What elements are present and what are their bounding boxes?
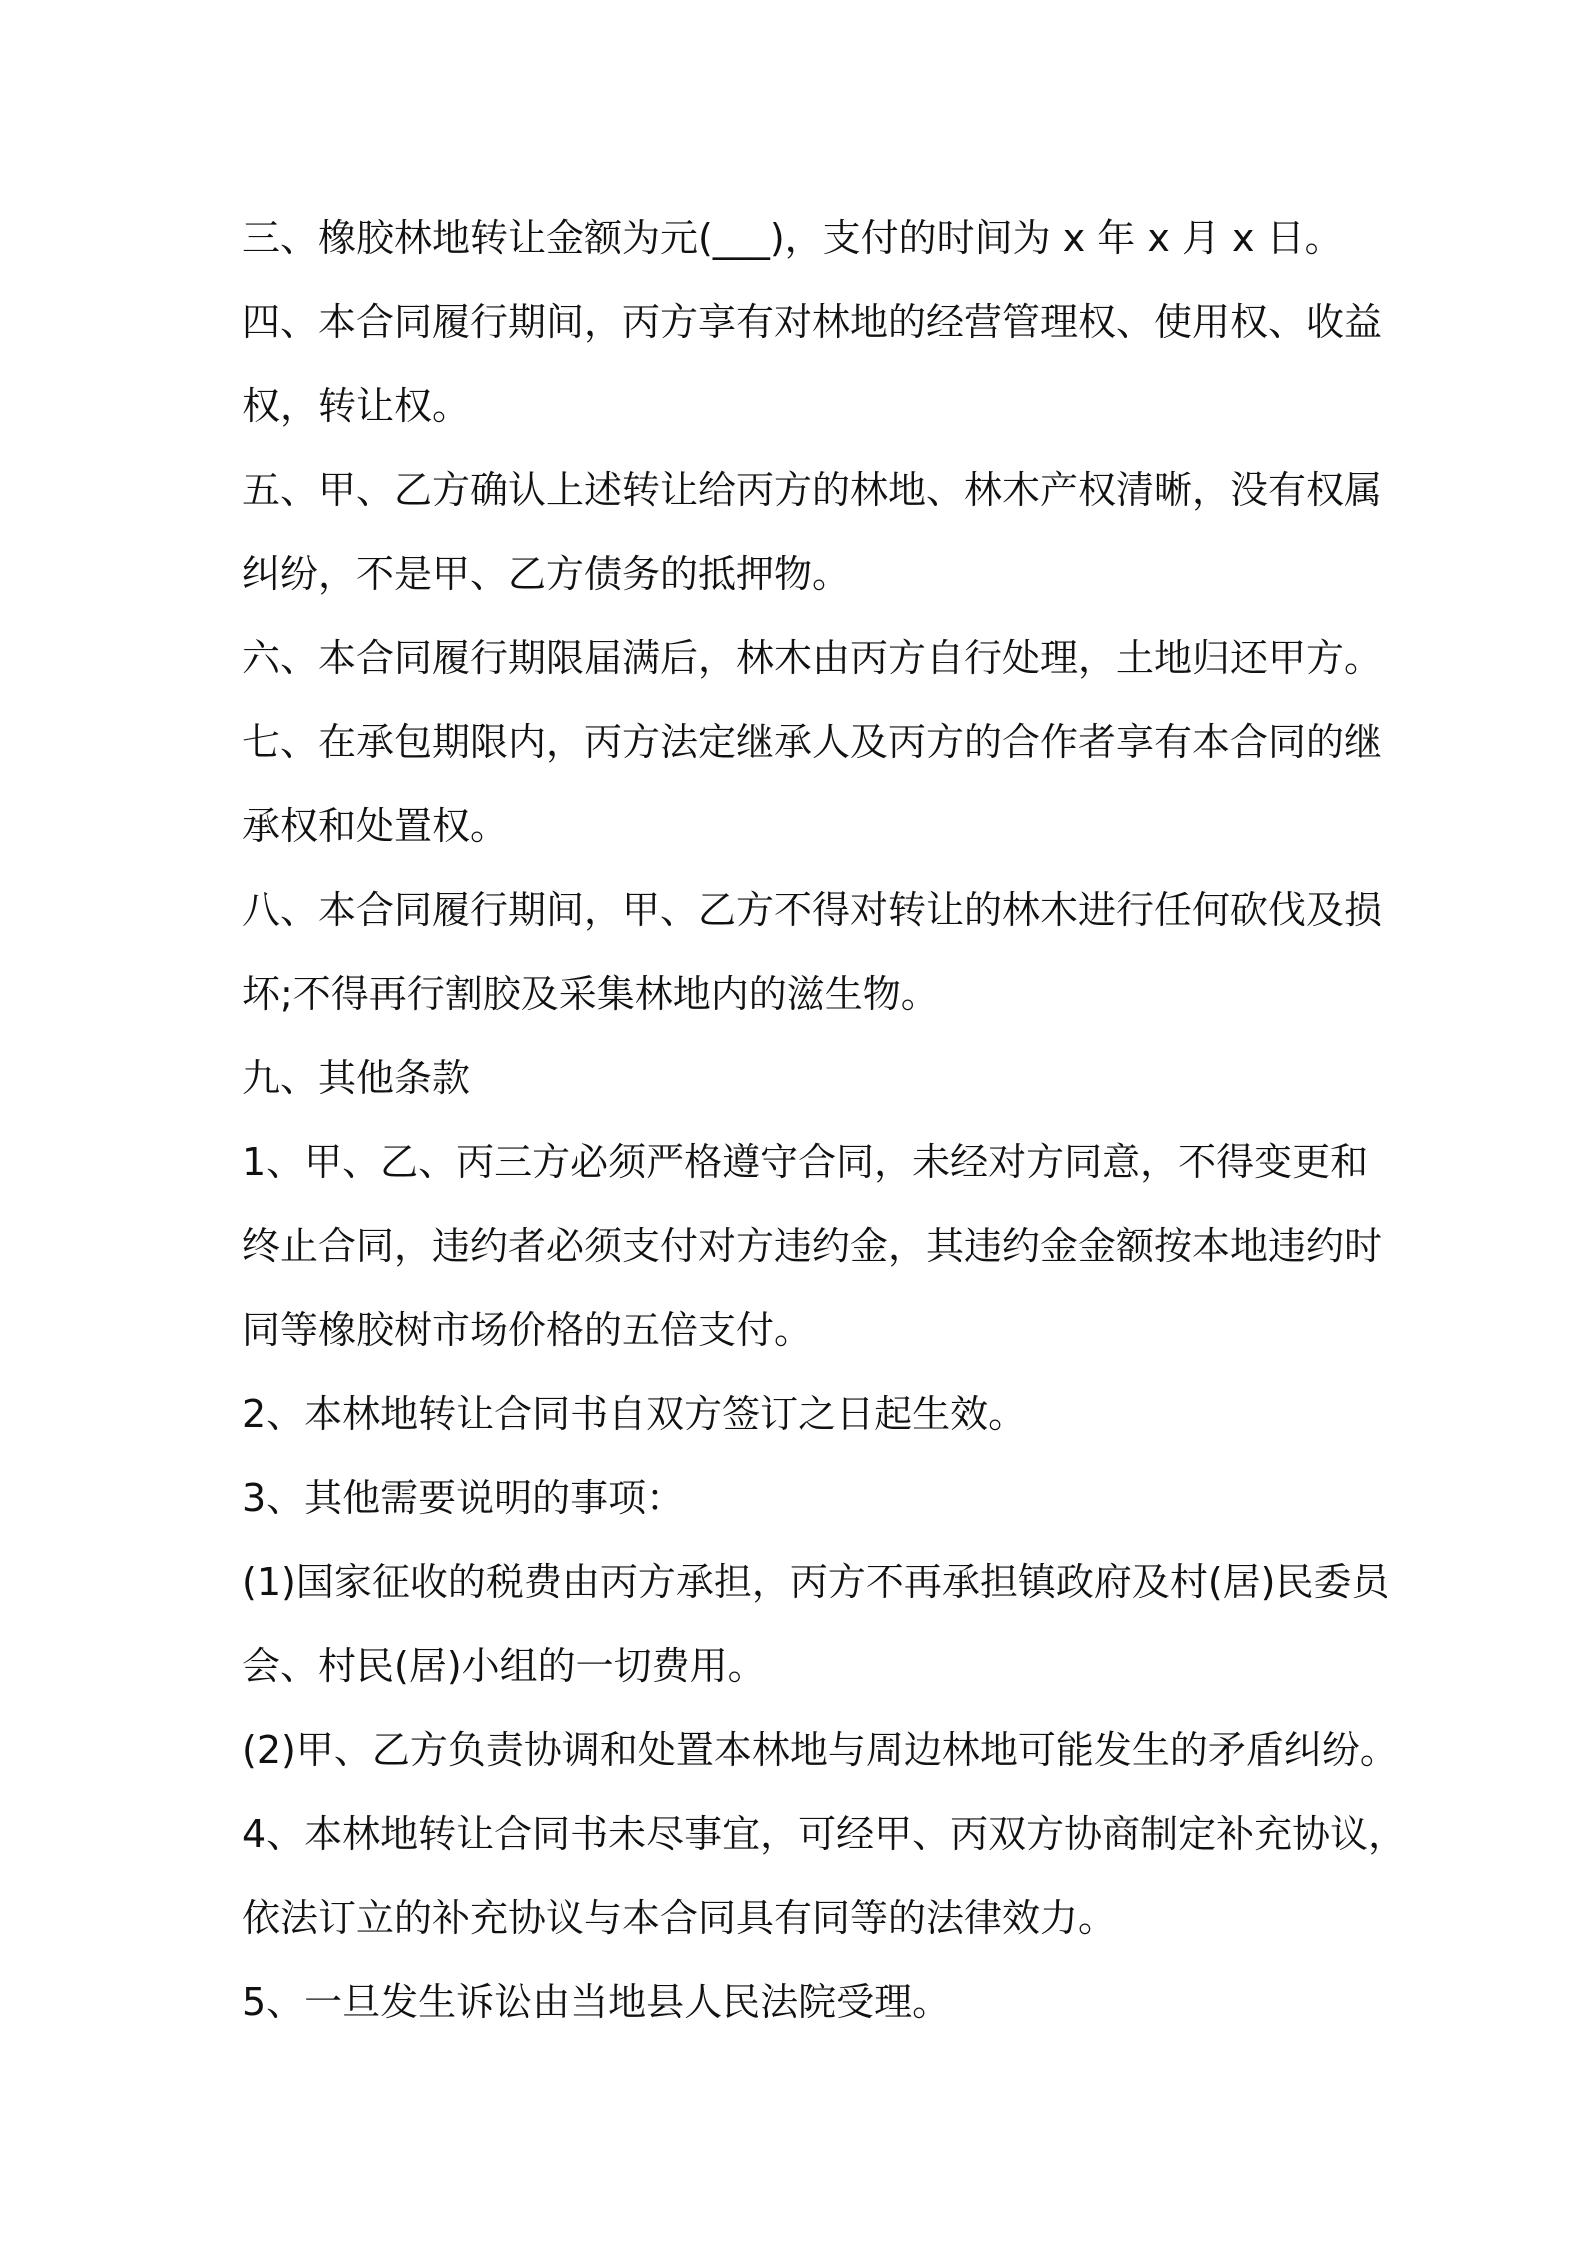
text-line: 3、其他需要说明的事项： <box>242 1476 685 1520</box>
text-line: (2)甲、乙方负责协调和处置本林地与周边林地可能发生的矛盾纠纷。 <box>242 1728 1398 1772</box>
text-line: 权，转让权。 <box>242 384 471 428</box>
text-line: 纠纷，不是甲、乙方债务的抵押物。 <box>242 552 851 596</box>
text-line: 5、一旦发生诉讼由当地县人民法院受理。 <box>242 1980 951 2024</box>
text-line: (1)国家征收的税费由丙方承担，丙方不再承担镇政府及村(居)民委员 <box>242 1560 1390 1604</box>
text-line: 九、其他条款 <box>242 1056 471 1100</box>
text-line: 八、本合同履行期间，甲、乙方不得对转让的林木进行任何砍伐及损 <box>242 888 1383 932</box>
text-line: 坏;不得再行割胶及采集林地内的滋生物。 <box>242 972 939 1016</box>
text-line: 2、本林地转让合同书自双方签订之日起生效。 <box>242 1392 1027 1436</box>
text-line: 终止合同，违约者必须支付对方违约金，其违约金金额按本地违约时 <box>242 1224 1383 1268</box>
text-line: 同等橡胶树市场价格的五倍支付。 <box>242 1308 813 1352</box>
text-line: 五、甲、乙方确认上述转让给丙方的林地、林木产权清晰，没有权属 <box>242 468 1383 512</box>
text-line: 依法订立的补充协议与本合同具有同等的法律效力。 <box>242 1896 1117 1940</box>
text-line: 承权和处置权。 <box>242 804 509 848</box>
text-line: 六、本合同履行期限届满后，林木由丙方自行处理，土地归还甲方。 <box>242 636 1383 680</box>
document-body <box>242 196 1407 2044</box>
text-line: 1、甲、乙、丙三方必须严格遵守合同，未经对方同意，不得变更和 <box>242 1140 1369 1184</box>
text-line: 四、本合同履行期间，丙方享有对林地的经营管理权、使用权、收益 <box>242 300 1383 344</box>
text-line: 会、村民(居)小组的一切费用。 <box>242 1644 766 1688</box>
text-line: 七、在承包期限内，丙方法定继承人及丙方的合作者享有本合同的继 <box>242 720 1383 764</box>
text-line: 三、橡胶林地转让金额为元(___)，支付的时间为 x 年 x 月 x 日。 <box>242 216 1343 260</box>
text-line: 4、本林地转让合同书未尽事宜，可经甲、丙双方协商制定补充协议， <box>242 1812 1407 1856</box>
